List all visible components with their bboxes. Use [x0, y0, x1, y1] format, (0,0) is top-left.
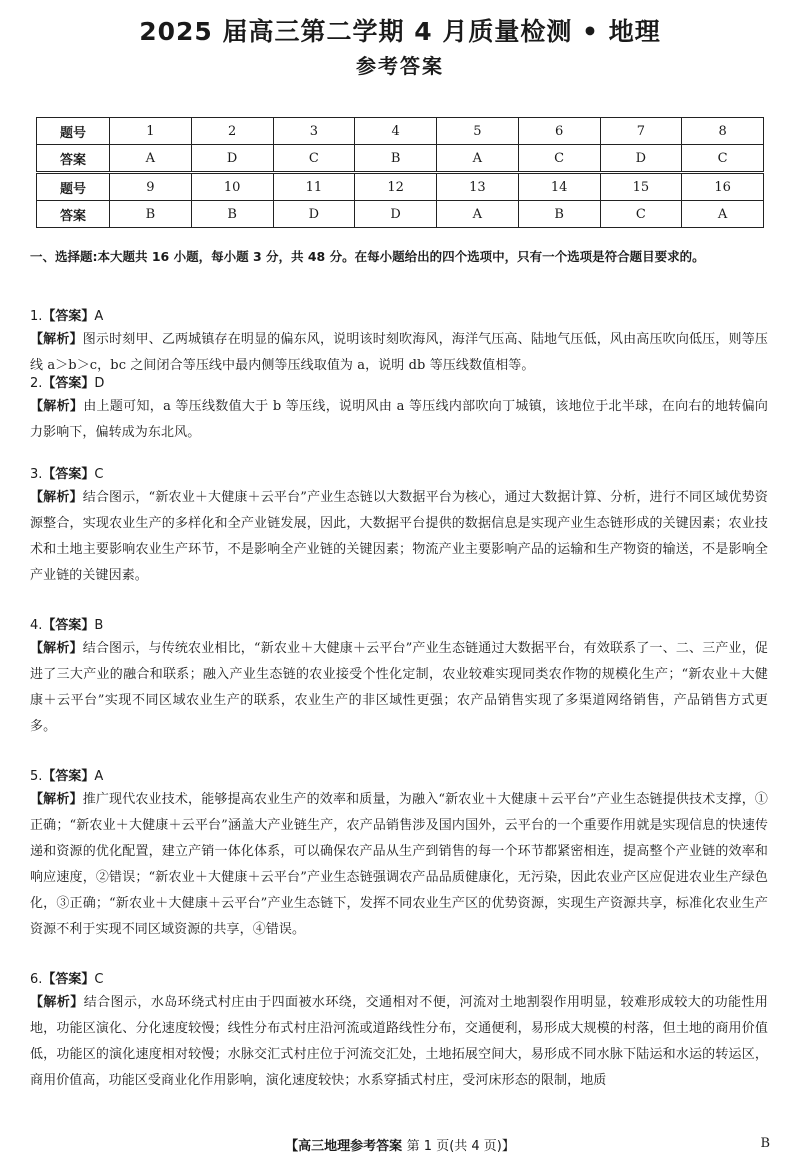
- question-number: 4: [355, 118, 437, 145]
- question-header: [30, 614, 103, 633]
- answer-cell: B: [355, 145, 437, 173]
- answer-value: A: [94, 769, 104, 784]
- answer-cell: C: [682, 145, 764, 173]
- question-number: 6: [518, 118, 600, 145]
- question-number: 3.: [30, 467, 43, 482]
- question-number: 15: [600, 173, 682, 201]
- explanation-tag: 【解析】: [30, 641, 83, 656]
- explanation-text: 图示时刻甲、乙两城镇存在明显的偏东风，说明该时刻吹海风，海洋气压高、陆地气压低，风由高压吹向低压，则等压线 a＞b＞c，bc 之间闭合等压线中最内侧等压线取值为 a，说明 db 等压线数值相等。: [30, 332, 769, 373]
- answer-value: D: [94, 376, 105, 391]
- explanation-tag: 【解析】: [30, 995, 84, 1010]
- page-title: 2025 届高三第二学期 4 月质量检测 • 地理: [139, 17, 661, 46]
- explanation: [30, 485, 768, 589]
- answer-tag: 【答案】: [42, 972, 95, 987]
- question-header: [30, 372, 104, 391]
- answer-cell: C: [600, 201, 682, 228]
- section-heading: 一、选择题:本大题共 16 小题，每小题 3 分，共 48 分。在每小题给出的四个选项中，只有一个选项是符合题目要求的。: [30, 249, 705, 264]
- explanation-text: 结合图示，水岛环绕式村庄由于四面被水环绕，交通相对不便，河流对土地割裂作用明显，较难形成较大的功能性用地，功能区演化、分化速度较慢；线性分布式村庄沿河流或道路线性分布，交通便利，易形成大规模的村落，但土地的商用价值低，功能区的演化速度相对较慢；水脉交汇式村庄位于河流交汇处，土地拓展空间大，易形成不同水脉下陆运和水运的转运区，商用价值高，功能区受商业化作用影响，演化速度较快；水系穿插式村庄，受河床形态的限制，地质: [30, 995, 768, 1088]
- answer-cell: B: [518, 201, 600, 228]
- question-header: [30, 765, 103, 784]
- answer-value: A: [94, 309, 104, 324]
- question-number: 7: [600, 118, 682, 145]
- question-number: 13: [437, 173, 519, 201]
- explanation-tag: 【解析】: [30, 399, 84, 414]
- explanation: [30, 636, 768, 740]
- answer-value: C: [94, 467, 104, 482]
- answer-cell: D: [355, 201, 437, 228]
- explanation-tag: 【解析】: [30, 792, 83, 807]
- question-number: 2: [191, 118, 273, 145]
- question-header: [30, 305, 103, 324]
- answer-cell: A: [437, 145, 519, 173]
- answer-cell: A: [110, 145, 192, 173]
- explanation-text: 推广现代农业技术，能够提高农业生产的效率和质量，为融入“新农业＋大健康＋云平台”产业生态链提供技术支撑，①正确；“新农业＋大健康＋云平台”涵盖大产业链生产，农产品销售涉及国内国外，云平台的一个重要作用就是实现信息的快速传递和资源的优化配置，建立产销一体化体系，可以确保农产品从生产到销售的每一个环节都紧密相连，提高整个产业链的效率和响应速度，②错误；“新农业＋大健康＋云平台”产业生态链强调农产品品质健康化，无污染，因此农业产区应促进农业生产绿色化，③正确；“新农业＋大健康＋云平台”产业生态链下，发挥不同农业生产区的优势资源，实现生产资源共享，标准化农业生产资源不利于实现不同区域资源的共享，④错误。: [30, 792, 768, 937]
- page-subtitle: 参考答案: [356, 54, 444, 78]
- page-info: 第 1 页(共 4 页)】: [406, 1139, 515, 1154]
- answer-cell: B: [110, 201, 192, 228]
- question-number: 14: [518, 173, 600, 201]
- explanation-tag: 【解析】: [30, 332, 83, 347]
- answer-value: C: [94, 972, 104, 987]
- answer-tag: 【答案】: [42, 376, 95, 391]
- question-number: 1.: [30, 309, 43, 324]
- table-row: [37, 201, 764, 228]
- answer-cell: D: [600, 145, 682, 173]
- answer-cell: B: [191, 201, 273, 228]
- explanation: [30, 394, 768, 446]
- question-number: 3: [273, 118, 355, 145]
- question-number: 16: [682, 173, 764, 201]
- answer-value: B: [94, 618, 104, 633]
- row-label: 答案: [37, 201, 110, 228]
- explanation: [30, 327, 768, 379]
- answer-cell: C: [518, 145, 600, 173]
- question-number: 5.: [30, 769, 43, 784]
- answer-cell: A: [437, 201, 519, 228]
- answer-tag: 【答案】: [42, 618, 95, 633]
- page-footer: [0, 1135, 800, 1154]
- question-header: [30, 968, 104, 987]
- answer-cell: C: [273, 145, 355, 173]
- explanation: [30, 990, 768, 1094]
- answer-cell: D: [273, 201, 355, 228]
- table-row: [37, 118, 764, 145]
- question-number: 5: [437, 118, 519, 145]
- answer-tag: 【答案】: [42, 467, 95, 482]
- question-number: 11: [273, 173, 355, 201]
- question-number: 12: [355, 173, 437, 201]
- explanation-tag: 【解析】: [30, 490, 83, 505]
- question-number: 2.: [30, 376, 43, 391]
- answer-tag: 【答案】: [42, 309, 95, 324]
- question-number: 6.: [30, 972, 43, 987]
- answer-cell: A: [682, 201, 764, 228]
- footer-label: 【高三地理参考答案: [285, 1139, 403, 1154]
- answer-tag: 【答案】: [42, 769, 95, 784]
- explanation-text: 由上题可知，a 等压线数值大于 b 等压线，说明风由 a 等压线内部吹向丁城镇，该地位于北半球，在向右的地转偏向力影响下，偏转成为东北风。: [30, 399, 768, 440]
- row-label: 答案: [37, 145, 110, 173]
- question-number: 1: [110, 118, 192, 145]
- table-row: [37, 145, 764, 173]
- question-number: 4.: [30, 618, 43, 633]
- explanation: [30, 787, 768, 943]
- row-label: 题号: [37, 118, 110, 145]
- question-header: [30, 463, 104, 482]
- explanation-text: 结合图示，与传统农业相比，“新农业＋大健康＋云平台”产业生态链通过大数据平台，有效联系了一、二、三产业，促进了三大产业的融合和联系；融入产业生态链的农业接受个性化定制，农业较难实现同类农作物的规模化生产；“新农业＋大健康＋云平台”实现不同区域农业生产的联系，农业生产的非区域性更强；农产品销售实现了多渠道网络销售，产品销售方式更多。: [30, 641, 768, 734]
- question-number: 9: [110, 173, 192, 201]
- answer-table: [36, 117, 764, 228]
- version-mark: B: [760, 1136, 770, 1151]
- table-row: [37, 173, 764, 201]
- row-label: 题号: [37, 173, 110, 201]
- answer-cell: D: [191, 145, 273, 173]
- explanation-text: 结合图示，“新农业＋大健康＋云平台”产业生态链以大数据平台为核心，通过大数据计算、分析，进行不同区域优势资源整合，实现农业生产的多样化和全产业链发展，因此，大数据平台提供的数据信息是实现产业生态链形成的关键因素；农业技术和土地主要影响农业生产环节，不是影响全产业链的关键因素；物流产业主要影响产品的运输和生产物资的输送，不是影响全产业链的关键因素。: [30, 490, 768, 583]
- question-number: 10: [191, 173, 273, 201]
- question-number: 8: [682, 118, 764, 145]
